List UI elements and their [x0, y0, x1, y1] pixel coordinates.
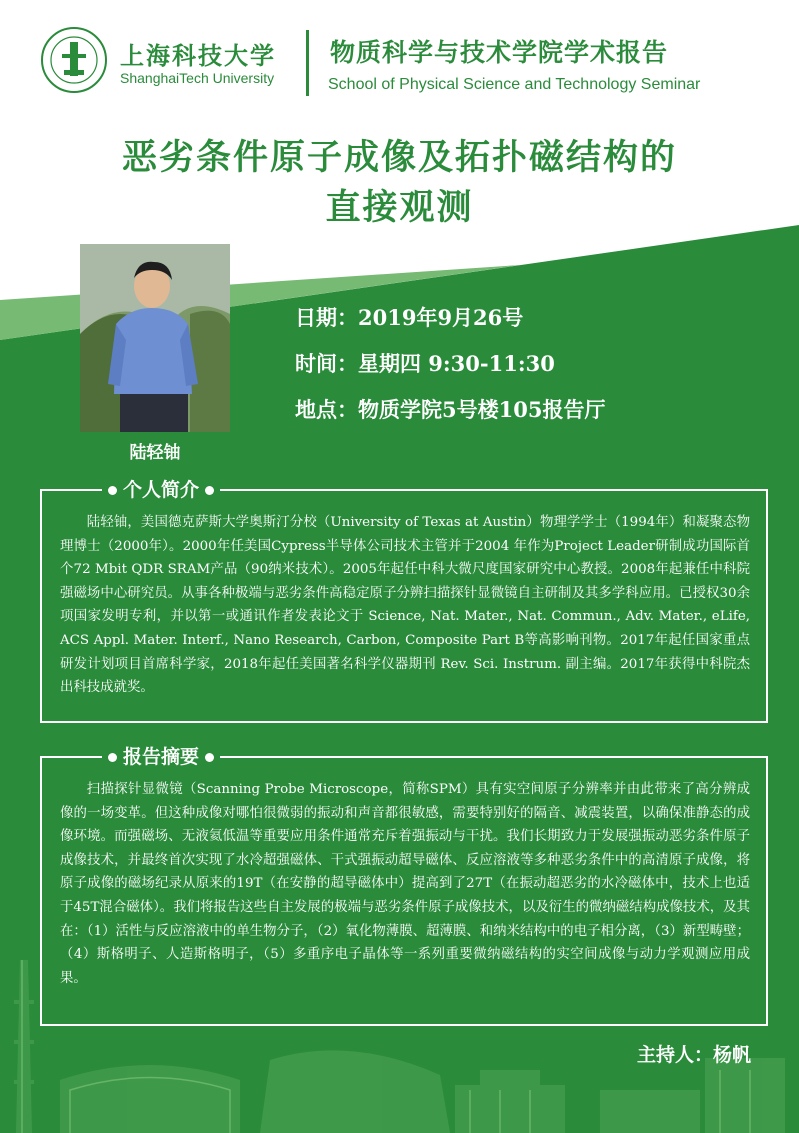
- abstract-text: 扫描探针显微镜（Scanning Probe Microscope，简称SPM）具有实空间原子分辨率并由此带来了高分辨成像的一场变革。但这种成像对哪怕很微弱的振动和声音都很敏感，需要特别好的隔音、减震装置，以确保准静态的成像环境。而强磁场、无液氦低温等重要应用条件通常充斥着强振动与干扰。我们长期致力于发展强振动恶劣条件原子成像技术，并最终首次实现了水冷超强磁体、干式强振动超导磁体、反应溶液等多种恶劣条件中的高清原子成像，将原子成像的磁场纪录从原来的19T（在安静的超导磁体中）提高到了27T（在振动超恶劣的水冷磁体中，技术上也适于45T混合磁体）。我们将报告这些自主发展的极端与恶劣条件原子成像技术，以及衍生的微纳磁结构成像技术，及其在：（1）活性与反应溶液中的单生物分子，（2）氧化物薄膜、超薄膜、和纳米结构中的电子相分离，（3）新型畴壁；（4）斯格明子、人造斯格明子，（5）多重序电子晶体等一系列重要微纳磁结构的实空间成像与动力学观测应用成果。: [60, 782, 750, 986]
- abstract-heading: [102, 742, 220, 772]
- seminar-title-en: School of Physical Science and Technology Seminar: [328, 76, 701, 93]
- bio-heading: [102, 475, 220, 505]
- abstract-box: [40, 746, 768, 1026]
- talk-title: [0, 133, 799, 233]
- date-label: 日期：: [295, 306, 358, 330]
- bullet-dot-icon: [205, 486, 214, 495]
- talk-title-line1: 恶劣条件原子成像及拓扑磁结构的: [121, 138, 677, 178]
- place-value: 物质学院5号楼105报告厅: [358, 397, 606, 422]
- bullet-dot-icon: [108, 753, 117, 762]
- time-value: 星期四 9:30-11:30: [358, 351, 555, 376]
- date-value: 2019年9月26号: [358, 305, 524, 330]
- bio-heading-text: 个人简介: [123, 479, 200, 501]
- university-name-cn: 上海科技大学: [120, 41, 276, 70]
- university-seal-icon: [40, 26, 108, 94]
- place-label: 地点：: [295, 398, 358, 422]
- date-row: [295, 302, 523, 332]
- university-name-en: ShanghaiTech University: [120, 70, 275, 86]
- bullet-dot-icon: [108, 486, 117, 495]
- bio-text: 陆轻铀，美国德克萨斯大学奥斯汀分校（University of Texas at Austin）物理学学士（1994年）和凝聚态物理博士（2000年）。2000年任美国Cypress半导体公司技术主管并于2004 年作为Project Leader研制成功国际首个72 Mbit QDR SRAM产品（90纳米技术）。2005年起任中科大微尺度国家研究中心教授。2008年起兼任中科院强磁场中心研究员。从事各种极端与恶劣条件高稳定原子分辨扫描探针显微镜自主研制及其多学科应用。已授权30余项国家发明专利，并以第一或通讯作者发表论文于 Science, Nat. Mater., Nat. Commun., Adv. Mater., eLife, ACS Appl. Mater. Interf., Nano Research, Carbon, Composite Part B等高影响刊物。2017年起任国家重点研发计划项目首席科学家，2018年起任美国著名科学仪器期刊 Rev. Sci. Instrum. 副主编。2017年获得中科院杰出科技成就奖。: [60, 515, 750, 696]
- talk-title-line2: 直接观测: [325, 188, 474, 228]
- speaker-name: 陆轻铀: [129, 443, 181, 463]
- bullet-dot-icon: [205, 753, 214, 762]
- header-divider: [306, 30, 309, 96]
- host-label: 主持人：杨帆: [636, 1044, 751, 1066]
- speaker-photo: [80, 244, 230, 432]
- abstract-heading-text: 报告摘要: [123, 746, 200, 768]
- bio-box: [40, 479, 768, 723]
- time-row: [295, 348, 555, 378]
- seminar-title-cn: 物质科学与技术学院学术报告: [330, 38, 669, 67]
- time-label: 时间：: [295, 352, 358, 376]
- place-row: [295, 394, 605, 424]
